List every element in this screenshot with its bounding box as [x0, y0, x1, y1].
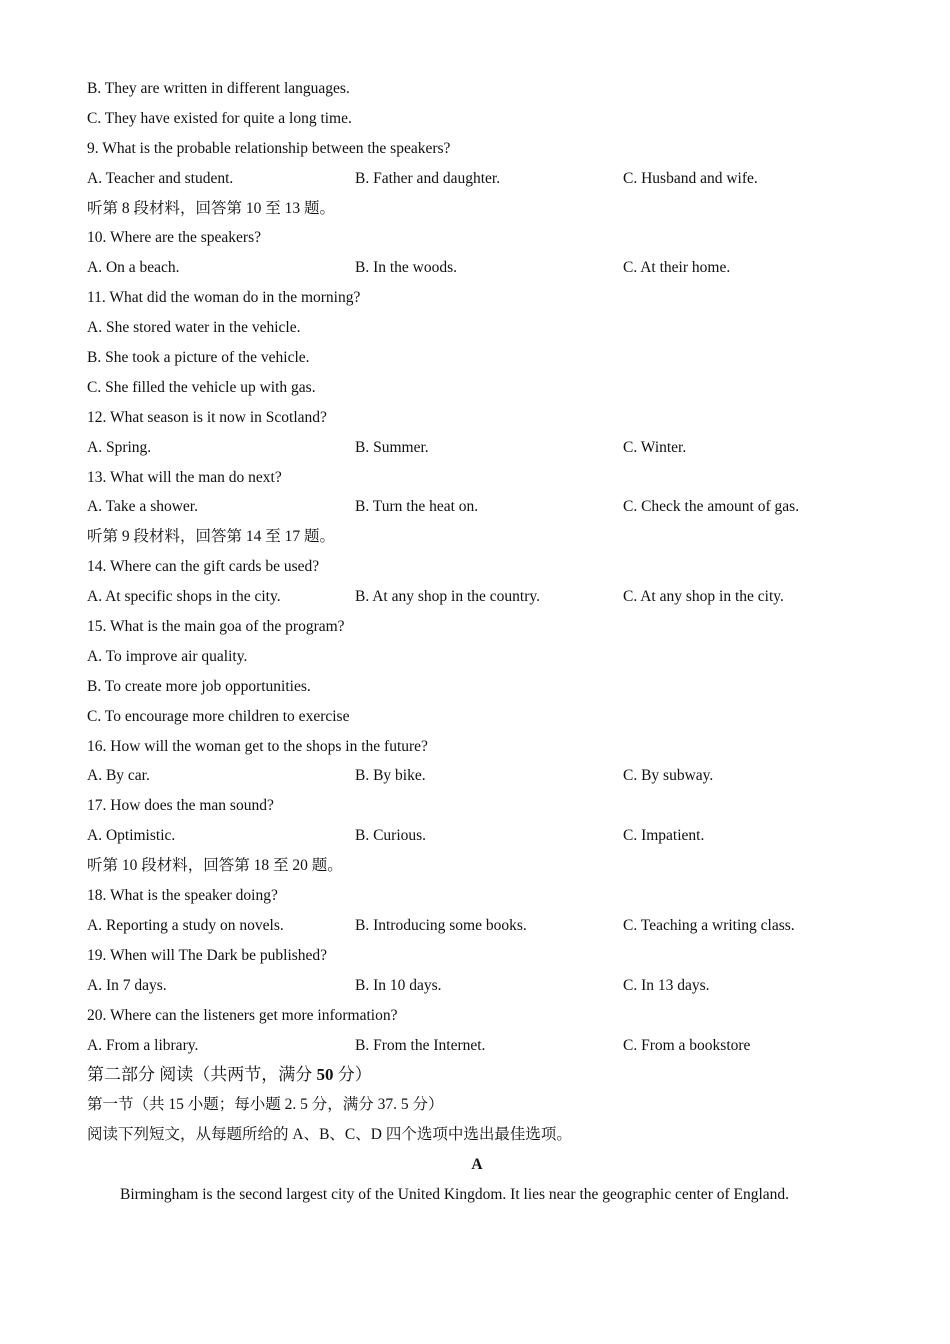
option-a: A. By car.	[87, 767, 150, 785]
options-row	[87, 1031, 867, 1061]
option-a: A. Take a shower.	[87, 498, 198, 516]
option-a: A. Teacher and student.	[87, 169, 234, 187]
text-line: B. To create more job opportunities.	[87, 677, 311, 695]
option-b: B. By bike.	[355, 767, 426, 785]
heading-text: 第二部分 阅读（共两节，满分	[87, 1065, 317, 1085]
option-c: C. By subway.	[623, 767, 714, 785]
option-b: B. From the Internet.	[355, 1036, 486, 1054]
option-c: C. In 13 days.	[623, 976, 710, 994]
text-line: 11. What did the woman do in the morning?	[87, 289, 361, 307]
option-a: A. From a library.	[87, 1036, 199, 1054]
text-line: C. She filled the vehicle up with gas.	[87, 378, 316, 396]
text-line: 19. When will The Dark be published?	[87, 946, 328, 964]
option-a: A. On a beach.	[87, 259, 180, 277]
text-line: B. She took a picture of the vehicle.	[87, 349, 310, 367]
text-line: 第一节（共 15 小题；每小题 2. 5 分，满分 37. 5 分）	[87, 1096, 444, 1114]
text-line: A. To improve air quality.	[87, 647, 248, 665]
passage-paragraph: Birmingham is the second largest city of the United Kingdom. It lies near the geographic center of England.	[120, 1185, 790, 1203]
text-line: B. They are written in different languages.	[87, 80, 350, 97]
text-line: 10. Where are the speakers?	[87, 229, 261, 247]
option-b: B. Summer.	[355, 438, 429, 456]
option-b: B. Father and daughter.	[355, 169, 501, 187]
option-b: B. Introducing some books.	[355, 916, 527, 934]
option-c: C. From a bookstore	[623, 1036, 751, 1054]
option-b: B. In the woods.	[355, 259, 458, 277]
text-line: 阅读下列短文，从每题所给的 A、B、C、D 四个选项中选出最佳选项。	[87, 1126, 572, 1144]
text-line: 9. What is the probable relationship between the speakers?	[87, 139, 451, 157]
option-b: B. Turn the heat on.	[355, 498, 479, 516]
options-row	[87, 582, 867, 612]
document-content	[87, 74, 867, 1210]
passage-title: A	[471, 1156, 483, 1174]
option-a: A. Reporting a study on novels.	[87, 916, 284, 934]
option-c: C. Impatient.	[623, 827, 705, 845]
text-line: A. She stored water in the vehicle.	[87, 319, 301, 337]
options-row	[87, 821, 867, 851]
option-b: B. Curious.	[355, 827, 427, 845]
text-line: 听第 10 段材料，回答第 18 至 20 题。	[87, 857, 343, 875]
option-c: C. Winter.	[623, 438, 687, 456]
option-b: B. In 10 days.	[355, 976, 442, 994]
heading-score: 50	[316, 1065, 334, 1085]
option-b: B. At any shop in the country.	[355, 588, 540, 606]
options-row	[87, 253, 867, 283]
text-line: 听第 8 段材料，回答第 10 至 13 题。	[87, 199, 336, 217]
option-c: C. Husband and wife.	[623, 169, 758, 187]
text-line: C. To encourage more children to exercise	[87, 707, 350, 725]
text-line: 12. What season is it now in Scotland?	[87, 408, 327, 426]
text-line: 14. Where can the gift cards be used?	[87, 558, 320, 576]
options-row	[87, 971, 867, 1001]
options-row	[87, 492, 867, 522]
text-line: C. They have existed for quite a long time.	[87, 109, 352, 127]
text-line: 16. How will the woman get to the shops in the future?	[87, 737, 428, 755]
option-a: A. At specific shops in the city.	[87, 588, 281, 606]
option-a: A. In 7 days.	[87, 976, 167, 994]
options-row	[87, 164, 867, 194]
options-row	[87, 911, 867, 941]
text-line: 13. What will the man do next?	[87, 468, 282, 486]
options-row	[87, 761, 867, 791]
option-a: A. Spring.	[87, 438, 152, 456]
option-c: C. Check the amount of gas.	[623, 498, 800, 516]
text-line: 18. What is the speaker doing?	[87, 887, 278, 905]
section-heading	[87, 1060, 867, 1090]
text-line: 听第 9 段材料，回答第 14 至 17 题。	[87, 528, 336, 546]
option-c: C. Teaching a writing class.	[623, 916, 795, 934]
option-c: C. At their home.	[623, 259, 731, 277]
text-line: 17. How does the man sound?	[87, 797, 274, 815]
option-c: C. At any shop in the city.	[623, 588, 784, 606]
options-row	[87, 433, 867, 463]
text-line: 15. What is the main goa of the program?	[87, 618, 345, 636]
text-line: 20. Where can the listeners get more information?	[87, 1006, 398, 1024]
heading-suffix: 分）	[333, 1065, 372, 1085]
option-a: A. Optimistic.	[87, 827, 176, 845]
